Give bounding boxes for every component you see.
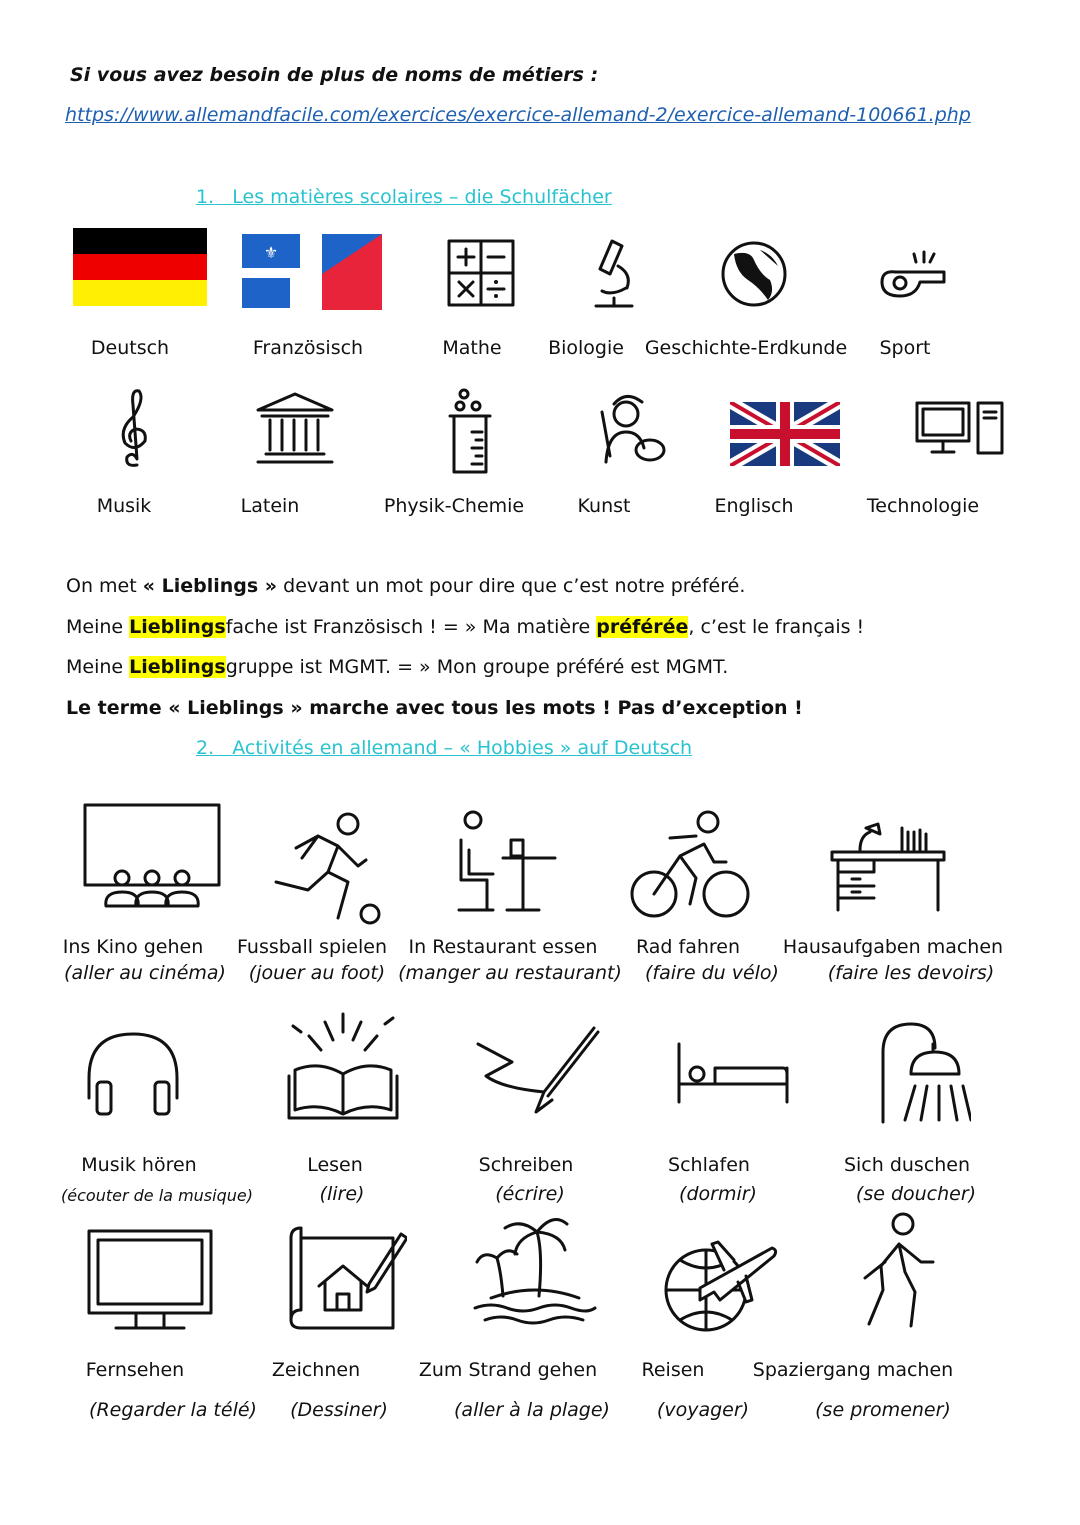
hobby-translation: (lire) — [319, 1183, 365, 1205]
hobby-translation: (manger au restaurant) — [398, 962, 622, 984]
hobby-label: Musik hören — [81, 1154, 197, 1176]
text: gruppe ist MGMT. = » Mon groupe préféré est MGMT. — [225, 656, 729, 678]
hobby-label: Fernsehen — [85, 1359, 185, 1381]
hobby-translation: (se doucher) — [855, 1183, 977, 1205]
highlight: Lieblings — [129, 616, 226, 638]
computer-icon — [914, 400, 1006, 456]
hobby-translation: (écouter de la musique) — [61, 1186, 253, 1205]
hobby-label: Zeichnen — [271, 1359, 361, 1381]
svg-text:⚜: ⚜ — [263, 243, 279, 262]
hobby-label: Reisen — [641, 1359, 705, 1381]
uk-flag-icon — [730, 402, 840, 466]
bold-text: « Lieblings » — [142, 575, 278, 597]
german-flag-icon — [73, 228, 207, 306]
text: fache ist Französisch ! = » Ma matière — [225, 616, 597, 638]
hobby-translation: (voyager) — [656, 1399, 750, 1421]
highlight: Lieblings — [129, 656, 226, 678]
cinema-icon — [82, 802, 222, 912]
hobby-translation: (Regarder la télé) — [89, 1399, 257, 1421]
temple-icon — [254, 390, 336, 466]
book-icon — [285, 1010, 401, 1120]
globe-icon — [720, 240, 788, 308]
hobby-label: Lesen — [307, 1154, 363, 1176]
hobby-translation: (faire les devoirs) — [827, 962, 995, 984]
subject-label: Physik-Chemie — [383, 495, 525, 517]
explanation-line-4: Le terme « Lieblings » marche avec tous les mots ! Pas d’exception ! — [66, 697, 803, 719]
subject-label: Geschichte-Erdkunde — [644, 337, 848, 359]
subject-label: Latein — [240, 495, 300, 517]
hobby-label: Zum Strand gehen — [418, 1359, 598, 1381]
hobby-label: Rad fahren — [635, 936, 741, 958]
calculator-icon — [446, 238, 516, 308]
travel-icon — [660, 1230, 780, 1334]
beaker-icon — [442, 386, 498, 476]
hobby-label: Sich duschen — [843, 1154, 971, 1176]
subject-label: Technologie — [866, 495, 980, 517]
text: Meine — [66, 616, 130, 638]
hobby-label: Hausaufgaben machen — [782, 936, 1004, 958]
quebec-france-flags-icon — [242, 234, 382, 312]
exercise-link[interactable]: https://www.allemandfacile.com/exercices/exercice-allemand-2/exercice-allemand-100661.php — [65, 104, 971, 126]
hobby-translation: (écrire) — [495, 1183, 565, 1205]
bed-icon — [675, 1040, 791, 1104]
text: On met — [66, 575, 143, 597]
restaurant-icon — [453, 810, 557, 914]
section-title: Activités en allemand – « Hobbies » auf Deutsch — [232, 737, 693, 759]
island-icon — [471, 1212, 599, 1330]
section-number: 1. — [196, 186, 215, 208]
desk-icon — [830, 822, 946, 912]
subject-label: Englisch — [714, 495, 794, 517]
text: , c’est le français ! — [688, 616, 865, 638]
subject-label: Sport — [879, 337, 931, 359]
football-player-icon — [268, 810, 388, 925]
hobby-translation: (aller au cinéma) — [64, 962, 226, 984]
subject-label: Deutsch — [90, 337, 170, 359]
headphones-icon — [83, 1028, 183, 1118]
drawing-icon — [283, 1224, 407, 1330]
microscope-icon — [582, 236, 642, 311]
highlight: préférée — [596, 616, 689, 638]
shower-icon — [875, 1018, 971, 1124]
hobby-label: Ins Kino gehen — [62, 936, 204, 958]
hobby-translation: (Dessiner) — [290, 1399, 388, 1421]
text: Meine — [66, 656, 130, 678]
text: devant un mot pour dire que c’est notre préféré. — [277, 575, 746, 597]
subject-label: Französisch — [252, 337, 364, 359]
subject-label: Musik — [96, 495, 152, 517]
hobby-label: Schlafen — [668, 1154, 750, 1176]
hobby-translation: (aller à la plage) — [454, 1399, 610, 1421]
hobby-label: Fussball spielen — [237, 936, 387, 958]
section-number: 2. — [196, 737, 215, 759]
tv-icon — [86, 1228, 214, 1334]
subject-label: Kunst — [577, 495, 631, 517]
intro-text: Si vous avez besoin de plus de noms de métiers : — [70, 64, 599, 86]
explanation-line-2 — [66, 616, 864, 638]
hobby-label: Schreiben — [478, 1154, 574, 1176]
pen-icon — [472, 1024, 602, 1120]
whistle-icon — [876, 250, 948, 300]
explanation-line-3 — [66, 656, 728, 678]
subject-label: Mathe — [442, 337, 502, 359]
cyclist-icon — [630, 808, 750, 923]
section-2-heading — [196, 737, 692, 759]
subject-label: Biologie — [548, 337, 624, 359]
hobby-label: In Restaurant essen — [408, 936, 598, 958]
hobby-translation: (jouer au foot) — [248, 962, 386, 984]
hobby-label: Spaziergang machen — [752, 1359, 954, 1381]
walking-icon — [855, 1212, 935, 1332]
painter-icon — [592, 392, 668, 468]
hobby-translation: (se promener) — [815, 1399, 951, 1421]
section-1-heading — [196, 186, 612, 208]
hobby-translation: (faire du vélo) — [645, 962, 779, 984]
hobby-translation: (dormir) — [679, 1183, 757, 1205]
explanation-line-1 — [66, 575, 745, 597]
treble-clef-icon — [115, 385, 155, 469]
section-title: Les matières scolaires – die Schulfächer — [232, 186, 612, 208]
